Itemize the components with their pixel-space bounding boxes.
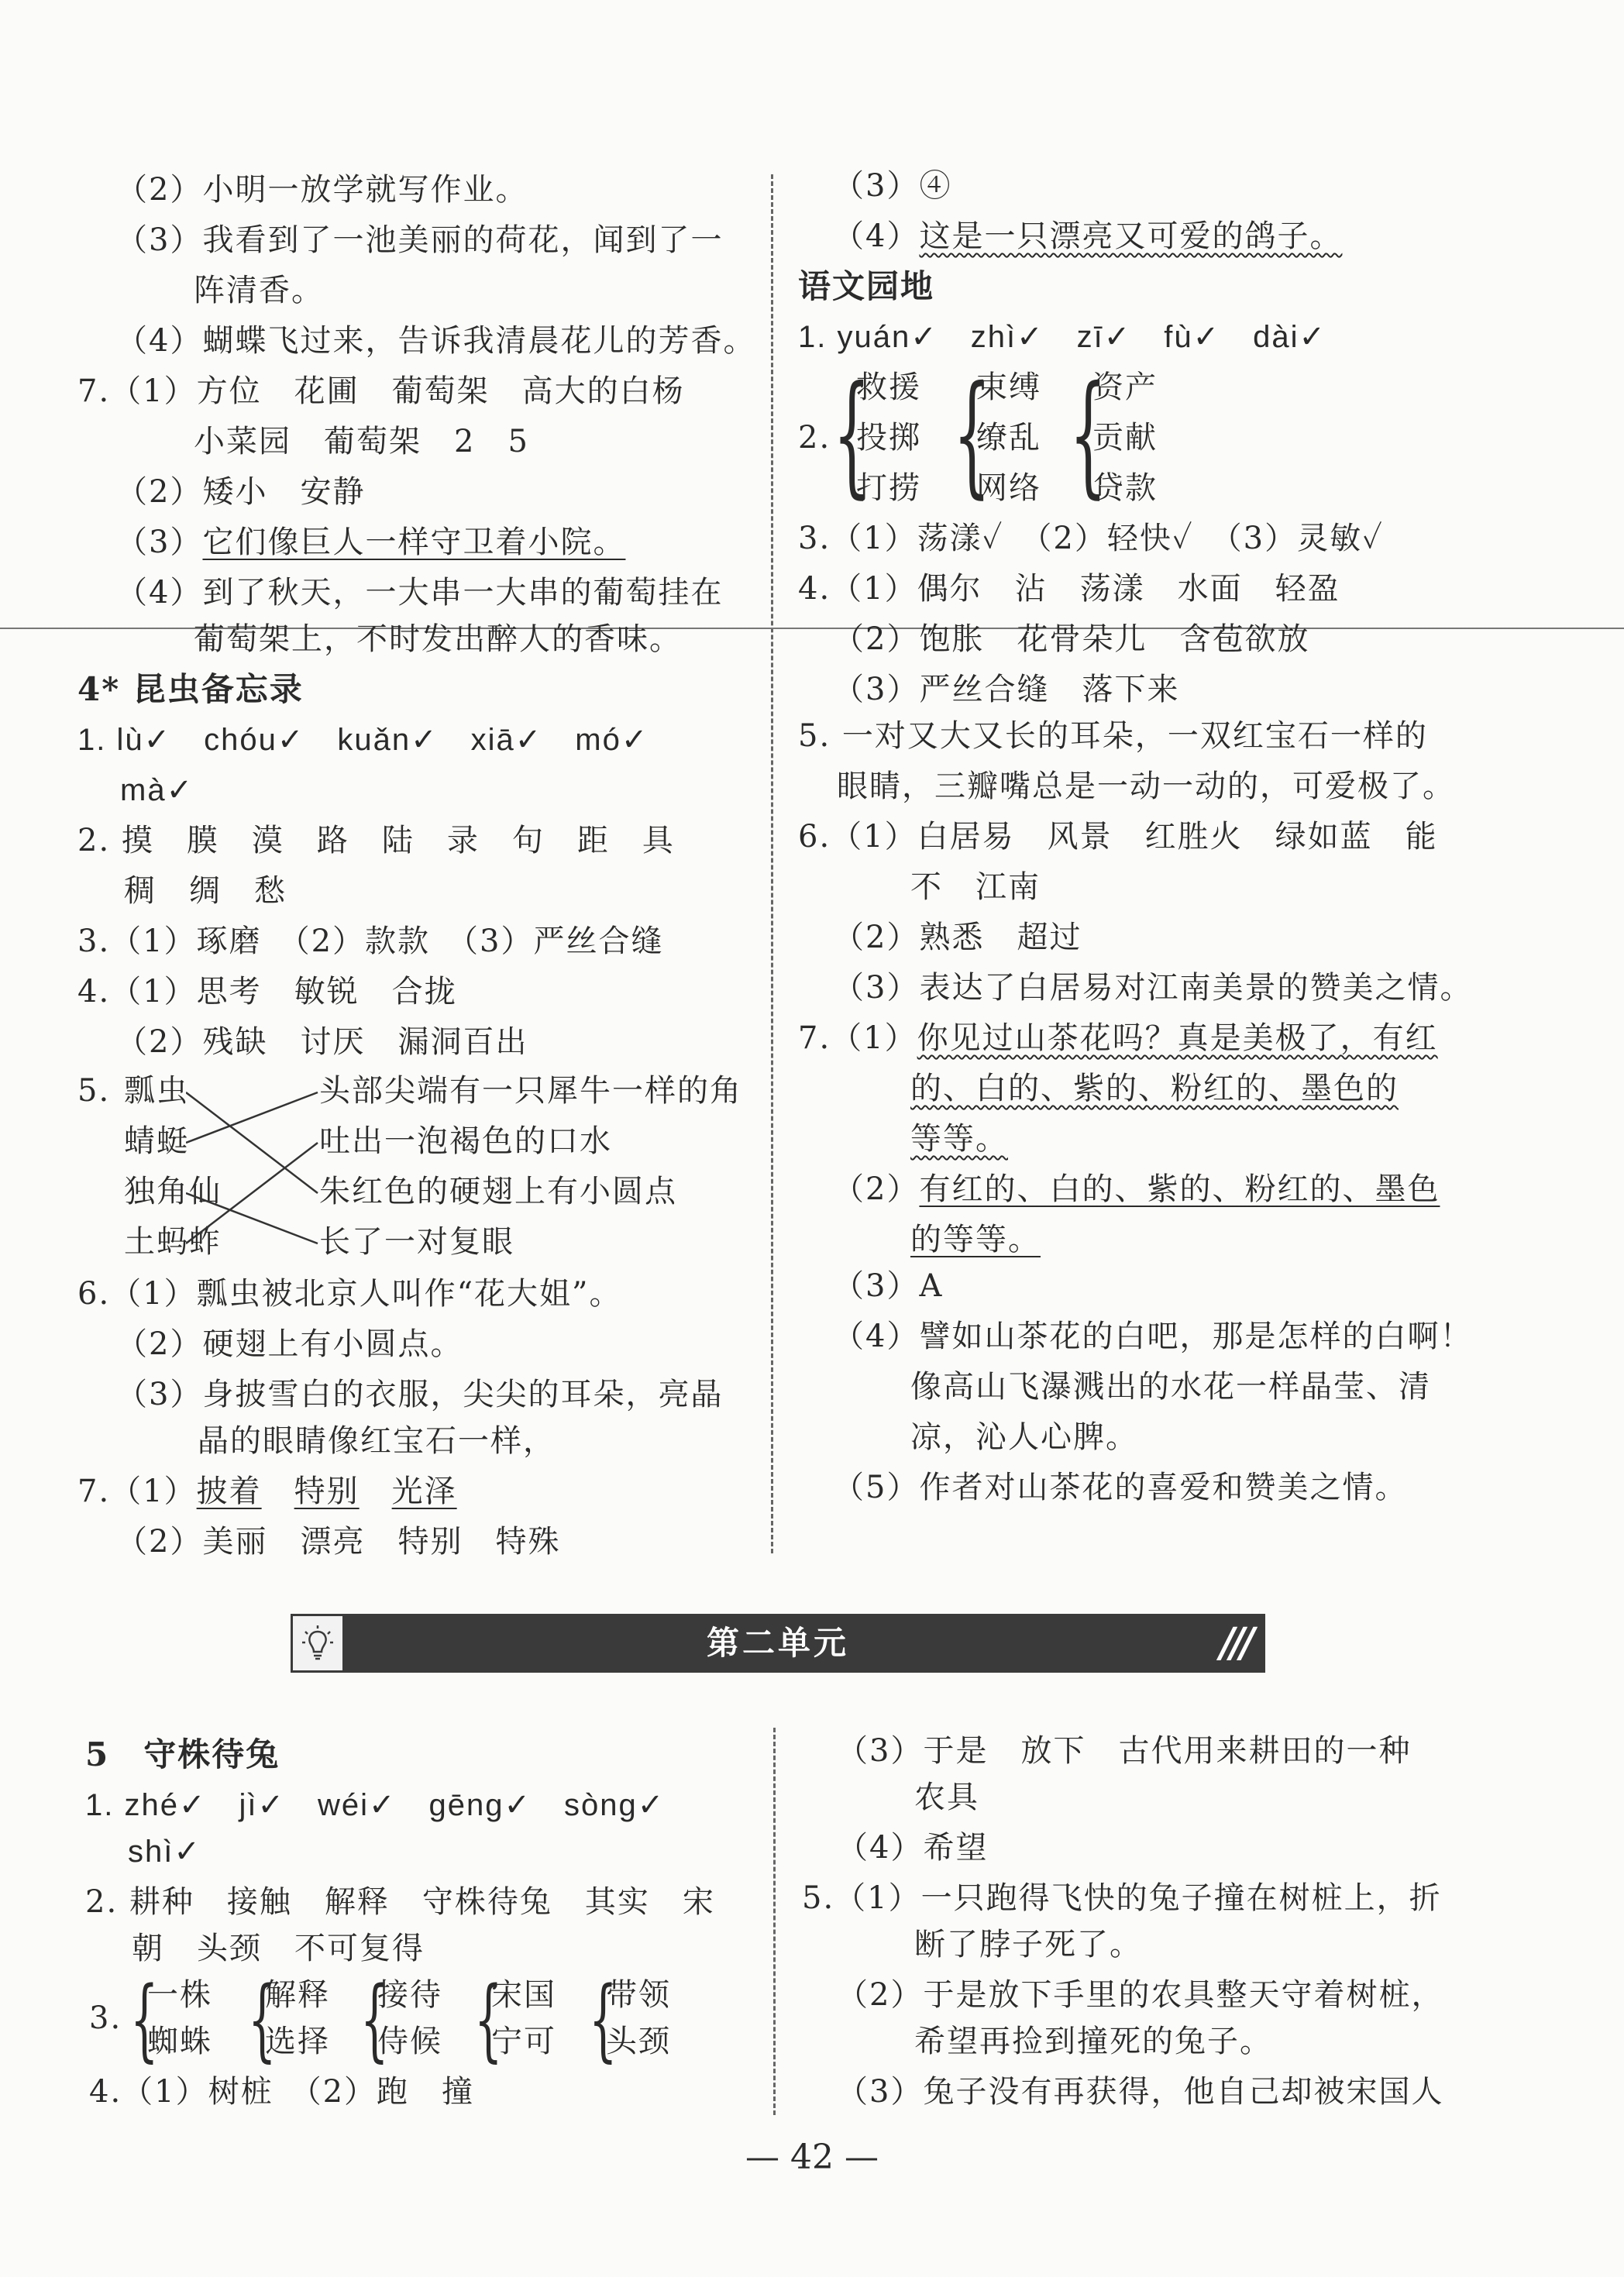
answer-line: （3）我看到了一池美丽的荷花，闻到了一 <box>116 222 724 258</box>
answer-line: 眼睛，三瓣嘴总是一动一动的，可爱极了。 <box>837 769 1455 804</box>
answer-line: （3）兔子没有再获得，他自己却被宋国人 <box>837 2074 1444 2110</box>
underlined-answer: 它们像巨人一样守卫着小院。 <box>202 525 626 560</box>
match-left-item: 蜻蜓 <box>124 1123 189 1159</box>
brace-icon: { <box>953 358 991 511</box>
wavy-underlined-answer: 这是一只漂亮又可爱的鸽子。 <box>919 218 1343 254</box>
match-left-item: 瓢虫 <box>124 1073 189 1109</box>
wavy-underlined-answer: 的、白的、紫的、粉红的、墨色的 <box>910 1071 1399 1106</box>
word-group-item: 束缚 <box>976 370 1041 405</box>
answer-line: 葡萄架上，不时发出醉人的香味。 <box>194 621 682 657</box>
answer-line: （3）A <box>833 1268 944 1304</box>
answer-line: 5. 一对又大又长的耳朵，一双红宝石一样的 <box>798 718 1428 754</box>
underlined-answer: 披着 <box>196 1474 262 1509</box>
answer-line: （3）表达了白居易对江南美景的赞美之情。 <box>833 970 1473 1006</box>
wavy-underlined-answer: 等等。 <box>910 1121 1008 1157</box>
answer-line: 1. yuán✓ zhì✓ zī✓ fù✓ dài✓ <box>798 320 1326 354</box>
word-group-item: 打捞 <box>856 470 921 506</box>
answer-line: 3.（1）琢磨 （2）款款 （3）严丝合缝 <box>77 924 664 959</box>
answer-line: 6.（1）瓢虫被北京人叫作“花大姐”。 <box>77 1276 622 1312</box>
wavy-underlined-answer: 你见过山茶花吗？真是美极了，有红 <box>917 1020 1438 1056</box>
brace-icon: { <box>130 1968 159 2072</box>
answer-line <box>77 1468 457 1515</box>
word-pair-item: 侍候 <box>377 2024 442 2059</box>
matching-lines <box>186 1075 322 1285</box>
column-divider-bottom <box>773 1728 776 2115</box>
answer-line: 像高山飞瀑溅出的水花一样晶莹、清 <box>910 1369 1431 1405</box>
answer-line: 6.（1）白居易 风景 红胜火 绿如蓝 能 <box>798 819 1438 855</box>
answer-line: （2）残缺 讨厌 漏洞百出 <box>116 1024 528 1060</box>
word-group-item: 贷款 <box>1092 470 1158 506</box>
page-number: — 42 — <box>745 2138 879 2177</box>
word-group-item: 资产 <box>1092 370 1158 405</box>
answer-line: 4.（1）偶尔 沾 荡漾 水面 轻盈 <box>798 571 1340 607</box>
lightbulb-icon <box>291 1614 345 1673</box>
answer-line: 稠 绸 愁 <box>124 873 287 909</box>
answer-line: 晶的眼睛像红宝石一样， <box>198 1423 556 1459</box>
answer-line: 阵清香。 <box>194 273 324 308</box>
question-number: 3. <box>89 2000 122 2036</box>
answer-line: （3）于是 放下 古代用来耕田的一种 <box>837 1733 1412 1769</box>
match-right-item: 吐出一泡褐色的口水 <box>319 1123 612 1159</box>
answer-line: （4）蝴蝶飞过来，告诉我清晨花儿的芳香。 <box>116 323 756 359</box>
answer-line: 小菜园 葡萄架 2 5 <box>194 424 529 459</box>
answer-line: 1. zhé✓ jì✓ wéi✓ gēng✓ sòng✓ <box>85 1788 666 1822</box>
brace-icon: { <box>474 1968 503 2072</box>
answer-line: （3）身披雪白的衣服，尖尖的耳朵，亮晶 <box>116 1377 724 1412</box>
word-pair-item: 选择 <box>265 2024 330 2059</box>
answer-line: 2. 摸 膜 漠 路 陆 录 句 距 具 <box>77 823 675 858</box>
answer-line: 7.（1）方位 花圃 葡萄架 高大的白杨 <box>77 373 685 409</box>
match-right-item: 朱红色的硬翅上有小圆点 <box>319 1174 677 1209</box>
word-group-item: 网络 <box>976 470 1041 506</box>
word-pair-item: 解释 <box>265 1977 330 2013</box>
underlined-answer: 有红的、白的、紫的、粉红的、墨色 <box>919 1171 1440 1207</box>
answer-line: （4）譬如山茶花的白吧，那是怎样的白啊！ <box>833 1319 1473 1354</box>
answer-line: （4）到了秋天，一大串一大串的葡萄挂在 <box>116 575 724 611</box>
answer-line: （2）矮小 安静 <box>116 474 366 510</box>
answer-line: （3）④ <box>833 168 952 204</box>
word-pair-item: 蜘蛛 <box>147 2024 212 2059</box>
brace-icon: { <box>589 1968 618 2072</box>
unit-banner <box>291 1614 1265 1673</box>
brace-icon: { <box>248 1968 277 2072</box>
answer-line <box>798 1015 1438 1061</box>
word-pair-item: 带领 <box>606 1977 671 2013</box>
item-label: 7.（1） <box>798 1020 917 1056</box>
answer-line: 不 江南 <box>910 869 1041 905</box>
answer-line: 2. 耕种 接触 解释 守株待兔 其实 宋 <box>85 1884 715 1920</box>
word-pair-item: 一株 <box>147 1977 212 2013</box>
word-pair-item: 宁可 <box>491 2024 556 2059</box>
decorative-slashes: /// <box>1220 1619 1250 1666</box>
answer-line: 断了脖子死了。 <box>914 1927 1142 1962</box>
section-title: 语文园地 <box>798 267 935 305</box>
match-left-item: 独角仙 <box>124 1174 222 1209</box>
column-divider-top <box>771 174 773 1553</box>
question-number: 5. <box>77 1073 111 1109</box>
answer-line: 5.（1）一只跑得飞快的兔子撞在树桩上，折 <box>802 1880 1442 1916</box>
underlined-answer: 的等等。 <box>910 1222 1041 1257</box>
answer-line: （2）于是放下手里的农具整天守着树桩， <box>837 1977 1444 2013</box>
word-pair-item: 宋国 <box>491 1977 556 2013</box>
question-number: 2. <box>798 420 831 456</box>
answer-line <box>833 1166 1440 1212</box>
word-group-item: 缭乱 <box>976 420 1041 456</box>
word-group-item: 投掷 <box>856 420 921 456</box>
answer-line: （3）严丝合缝 落下来 <box>833 672 1180 707</box>
answer-line: 农具 <box>914 1780 979 1815</box>
answer-line: （5）作者对山茶花的喜爱和赞美之情。 <box>833 1470 1408 1505</box>
answer-line <box>833 213 1342 260</box>
answer-line: （4）希望 <box>837 1830 989 1866</box>
answer-line: shì✓ <box>128 1835 201 1869</box>
word-pair-item: 接待 <box>377 1977 442 2013</box>
answer-line: （2）小明一放学就写作业。 <box>116 172 528 208</box>
answer-line: 1. lù✓ chóu✓ kuǎn✓ xiā✓ mó✓ <box>77 723 649 757</box>
answer-line: 朝 头颈 不可复得 <box>132 1931 425 1966</box>
underlined-answer: 光泽 <box>391 1474 457 1509</box>
answer-line: 3.（1）荡漾✓ （2）轻快✓ （3）灵敏✓ <box>798 521 1384 556</box>
answer-line: （2）饱胀 花骨朵儿 含苞欲放 <box>833 621 1310 657</box>
brace-icon: { <box>360 1968 389 2072</box>
brace-icon: { <box>1069 358 1107 511</box>
match-left-item: 土蚂蚱 <box>124 1224 222 1260</box>
lesson-title: 5 守株待兔 <box>85 1735 280 1773</box>
item-label: （4） <box>833 218 920 254</box>
item-label: （3） <box>116 525 203 560</box>
answer-line: mà✓ <box>120 773 194 807</box>
answer-line: （2）熟悉 超过 <box>833 920 1082 955</box>
match-right-item: 长了一对复眼 <box>319 1224 514 1260</box>
answer-line: 希望再捡到撞死的兔子。 <box>914 2024 1272 2059</box>
answer-line: 4.（1）思考 敏锐 合拢 <box>77 974 457 1010</box>
item-label: （2） <box>833 1171 920 1207</box>
underlined-answer: 特别 <box>294 1474 360 1509</box>
answer-line <box>116 519 625 566</box>
answer-line: 凉，沁人心脾。 <box>910 1419 1138 1455</box>
word-group-item: 救援 <box>856 370 921 405</box>
match-right-item: 头部尖端有一只犀牛一样的角 <box>319 1073 742 1109</box>
unit-title: 第二单元 <box>706 1624 849 1662</box>
answer-line: 4.（1）树桩 （2）跑 撞 <box>89 2074 475 2110</box>
lesson-title: 4* 昆虫备忘录 <box>77 670 304 708</box>
brace-icon: { <box>833 358 871 511</box>
answer-line: （2）美丽 漂亮 特别 特殊 <box>116 1524 561 1560</box>
word-group-item: 贡献 <box>1092 420 1158 456</box>
word-pair-item: 头颈 <box>606 2024 671 2059</box>
answer-line: （2）硬翅上有小圆点。 <box>116 1326 463 1362</box>
item-label: 7.（1） <box>77 1474 197 1509</box>
